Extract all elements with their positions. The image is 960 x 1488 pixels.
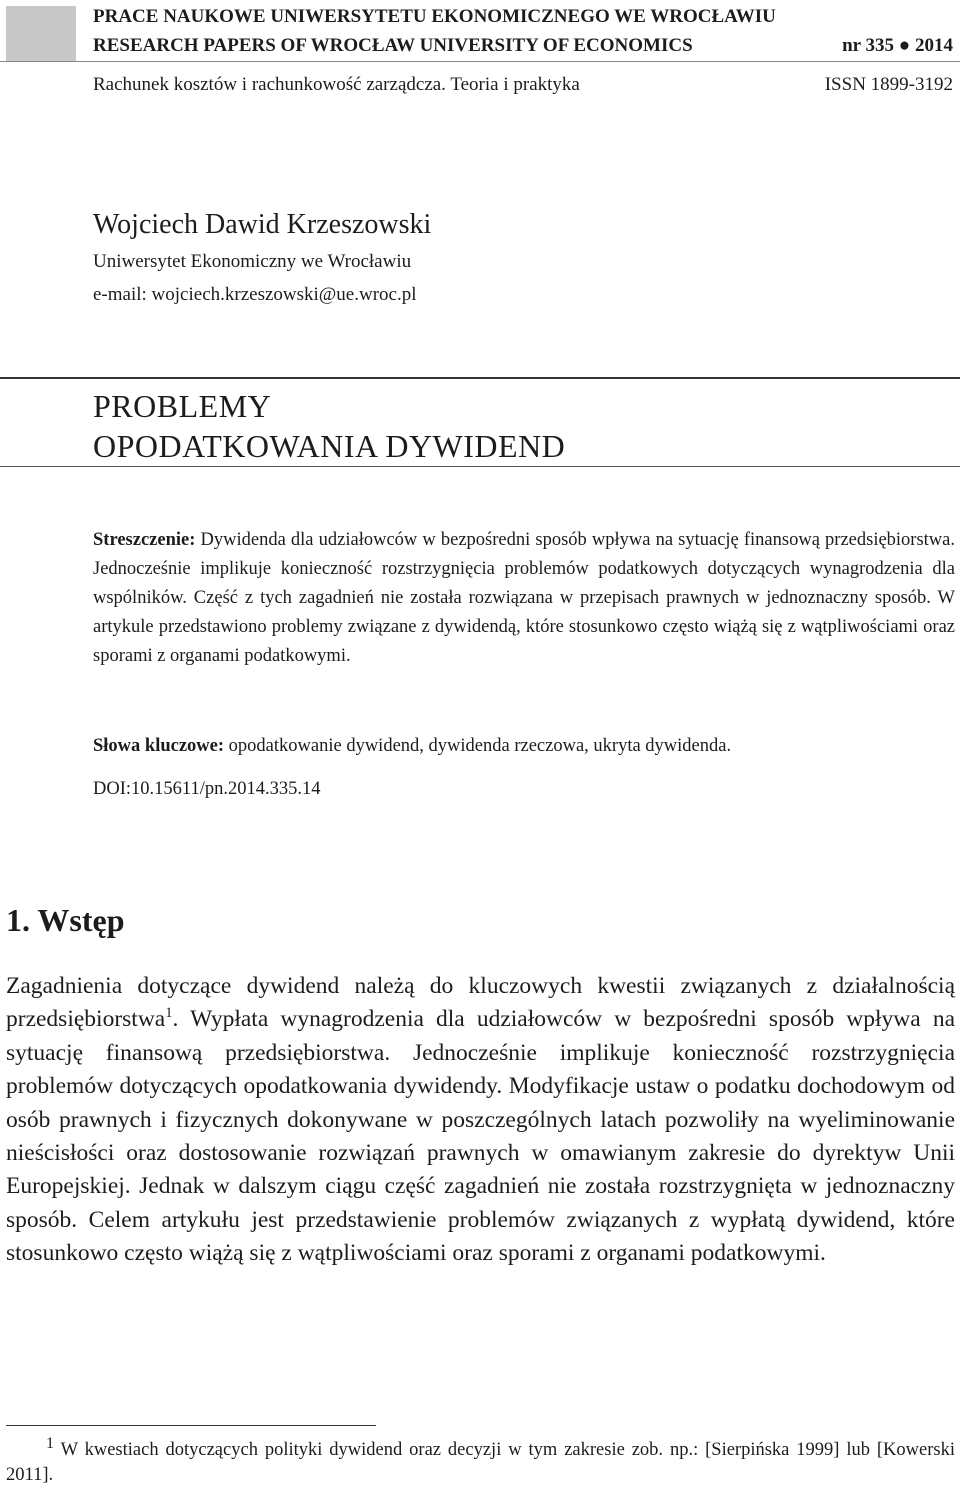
issue-number: nr 335 ● 2014 (842, 35, 953, 56)
journal-name-en (93, 35, 953, 57)
footnote-rule (6, 1425, 376, 1426)
issn: ISSN 1899-3192 (824, 74, 953, 95)
paper-title-line1: PROBLEMY (93, 388, 272, 424)
footnote (6, 1434, 955, 1488)
abstract-label: Streszczenie: (93, 530, 196, 550)
keywords-label: Słowa kluczowe: (93, 736, 225, 756)
footnote-mark: 1 (46, 1434, 54, 1452)
abstract (93, 526, 955, 671)
footnote-text: W kwestiach dotyczących polityki dywidend oraz decyzji w tym zakresie zob. np.: [Sierpińska 1999] lub [Kowerski 2011]. (6, 1440, 955, 1485)
series-title: Rachunek kosztów i rachunkowość zarządcza. Teoria i praktyka (93, 74, 580, 95)
keywords (93, 732, 955, 761)
series-line (93, 74, 953, 96)
paper-title-line2: OPODATKOWANIA DYWIDEND (93, 428, 566, 464)
journal-name-en-text: RESEARCH PAPERS OF WROCŁAW UNIVERSITY OF ECONOMICS (93, 35, 693, 56)
section-body (6, 970, 955, 1271)
doi: DOI:10.15611/pn.2014.335.14 (93, 779, 321, 799)
footnote-reference: 1 (165, 1005, 173, 1022)
paper-title (93, 386, 565, 466)
journal-name-pl: PRACE NAUKOWE UNIWERSYTETU EKONOMICZNEGO WE WROCŁAWIU (93, 6, 776, 27)
header-divider (0, 61, 960, 62)
author-name: Wojciech Dawid Krzeszowski (93, 209, 432, 240)
abstract-text: Dywidenda dla udziałowców w bezpośredni sposób wpływa na sytuację finansową przedsiębiorstwa. Jednocześnie implikuje konieczność rozstrzygnięcia problemów podatkowych dotyczących wynagrodzenia dla wspólników. Część z tych zagadnień nie została rozwiązana w przepisach prawnych w jednoznaczny sposób. W artykule przedstawiono problemy związane z dywidendą, które stosunkowo często wiążą się z wątpliwościami oraz sporami z organami podatkowymi. (93, 530, 956, 666)
body-text-part1: Zagadnienia dotyczące dywidend należą do kluczowych kwestii związanych z działalnością przedsiębiorstwa (6, 973, 955, 1033)
author-affiliation: Uniwersytet Ekonomiczny we Wrocławiu (93, 251, 412, 272)
author-email: e-mail: wojciech.krzeszowski@ue.wroc.pl (93, 284, 417, 305)
title-rule-top (0, 377, 960, 379)
title-rule-bottom (0, 466, 960, 467)
header-logo-block (6, 6, 76, 61)
keywords-text: opodatkowanie dywidend, dywidenda rzeczowa, ukryta dywidenda. (228, 736, 732, 756)
body-text-part2: . Wypłata wynagrodzenia dla udziałowców w bezpośredni sposób wpływa na sytuację finansową przedsiębiorstwa. Jednocześnie implikuje konieczność rozstrzygnięcia problemów dotyczących opodatkowania dywidendy. Modyfikacje ustaw o podatku dochodowym od osób prawnych i fizycznych dokonywane w poszczególnych latach pozwoliły na wyeliminowanie nieścisłości oraz dostosowanie rozwiązań prawnych w omawianym zakresie do dyrektyw Unii Europejskiej. Jednak w dalszym ciągu część zagadnień nie została rozstrzygnięta w jednoznaczny sposób. Celem artykułu jest przedstawienie problemów związanych z wypłatą dywidend, które stosunkowo często wiążą się z wątpliwościami oraz sporami z organami podatkowymi. (6, 1006, 955, 1267)
section-heading: 1. Wstęp (6, 902, 125, 938)
